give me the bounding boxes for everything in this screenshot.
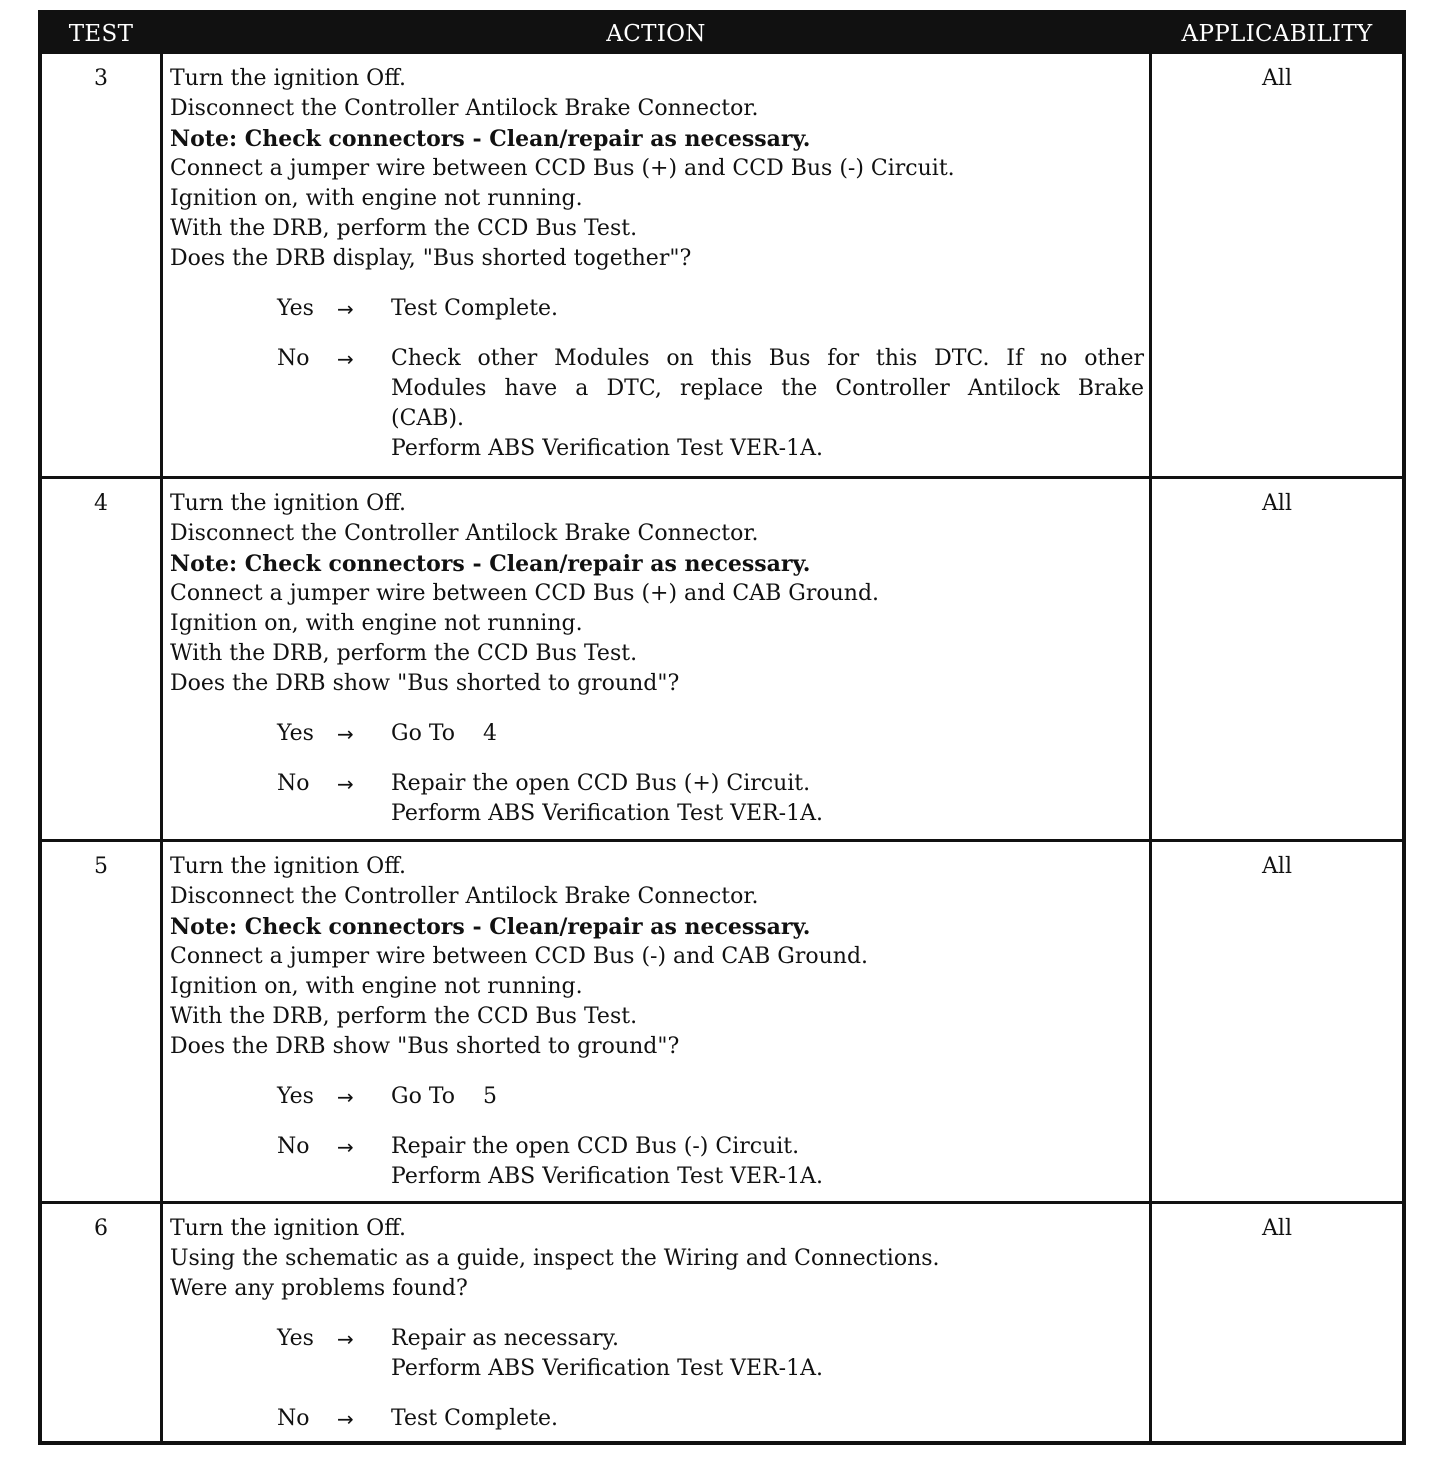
action-step: Disconnect the Controller Antilock Brake Connector. bbox=[170, 96, 759, 121]
table-row bbox=[42, 1204, 1402, 1441]
action-step: Ignition on, with engine not running. bbox=[170, 974, 583, 999]
action-step: Ignition on, with engine not running. bbox=[170, 186, 583, 211]
right-arrow-icon: → bbox=[337, 1085, 354, 1109]
action-step: Using the schematic as a guide, inspect the Wiring and Connections. bbox=[170, 1246, 940, 1271]
no-result: Repair the open CCD Bus (+) Circuit. bbox=[391, 771, 811, 796]
yes-result: Perform ABS Verification Test VER-1A. bbox=[391, 1356, 823, 1381]
action-step: Disconnect the Controller Antilock Brake Connector. bbox=[170, 884, 759, 909]
yes-result: Go To 5 bbox=[391, 1084, 497, 1109]
yes-label: Yes bbox=[277, 296, 314, 321]
action-step: Turn the ignition Off. bbox=[170, 491, 407, 516]
no-result: Test Complete. bbox=[391, 1406, 559, 1431]
yes-branch bbox=[170, 719, 1144, 749]
header-action: ACTION bbox=[606, 21, 706, 47]
table-row bbox=[42, 842, 1402, 1201]
applicability-value: All bbox=[1262, 854, 1292, 879]
right-arrow-icon: → bbox=[337, 347, 354, 371]
yes-label: Yes bbox=[277, 1084, 314, 1109]
no-result: Repair the open CCD Bus (-) Circuit. bbox=[391, 1134, 800, 1159]
action-cell bbox=[170, 852, 1144, 1192]
no-branch bbox=[170, 344, 1144, 464]
action-step: With the DRB, perform the CCD Bus Test. bbox=[170, 1004, 638, 1029]
table-row bbox=[42, 479, 1402, 839]
action-cell bbox=[170, 64, 1144, 464]
note-text: Note: Check connectors - Clean/repair as necessary. bbox=[170, 126, 811, 152]
note-text: Note: Check connectors - Clean/repair as necessary. bbox=[170, 551, 811, 577]
no-result: Modules have a DTC, replace the Controller Antilock Brake bbox=[391, 376, 1144, 401]
question-text: Does the DRB show "Bus shorted to ground"? bbox=[170, 671, 680, 696]
no-result: (CAB). bbox=[391, 406, 465, 431]
action-step: Disconnect the Controller Antilock Brake Connector. bbox=[170, 521, 759, 546]
action-cell bbox=[170, 489, 1144, 829]
action-cell bbox=[170, 1214, 1144, 1434]
action-step: Ignition on, with engine not running. bbox=[170, 611, 583, 636]
question-text: Does the DRB show "Bus shorted to ground"? bbox=[170, 1034, 680, 1059]
applicability-value: All bbox=[1262, 66, 1292, 91]
no-branch bbox=[170, 1132, 1144, 1192]
right-arrow-icon: → bbox=[337, 1135, 354, 1159]
diagnostic-test-table bbox=[38, 10, 1406, 1445]
action-step: With the DRB, perform the CCD Bus Test. bbox=[170, 216, 638, 241]
action-step: Connect a jumper wire between CCD Bus (-) and CAB Ground. bbox=[170, 944, 869, 969]
no-result: Perform ABS Verification Test VER-1A. bbox=[391, 1164, 823, 1189]
right-arrow-icon: → bbox=[337, 1327, 354, 1351]
right-arrow-icon: → bbox=[337, 297, 354, 321]
no-label: No bbox=[277, 346, 310, 371]
table-row bbox=[42, 54, 1402, 476]
yes-branch bbox=[170, 294, 1144, 324]
no-label: No bbox=[277, 771, 310, 796]
yes-label: Yes bbox=[277, 721, 314, 746]
question-text: Does the DRB display, "Bus shorted together"? bbox=[170, 246, 692, 271]
right-arrow-icon: → bbox=[337, 772, 354, 796]
no-label: No bbox=[277, 1134, 310, 1159]
applicability-value: All bbox=[1262, 491, 1292, 516]
no-branch bbox=[170, 769, 1144, 829]
table-header bbox=[42, 14, 1402, 54]
no-result: Perform ABS Verification Test VER-1A. bbox=[391, 801, 823, 826]
yes-label: Yes bbox=[277, 1326, 314, 1351]
no-result: Check other Modules on this Bus for this DTC. If no other bbox=[391, 346, 1144, 371]
question-text: Were any problems found? bbox=[170, 1276, 468, 1301]
header-test: TEST bbox=[68, 21, 134, 47]
right-arrow-icon: → bbox=[337, 722, 354, 746]
action-step: Turn the ignition Off. bbox=[170, 854, 407, 879]
right-arrow-icon: → bbox=[337, 1407, 354, 1431]
note-text: Note: Check connectors - Clean/repair as necessary. bbox=[170, 914, 811, 940]
no-branch bbox=[170, 1404, 1144, 1434]
yes-result: Go To 4 bbox=[391, 721, 497, 746]
yes-result: Repair as necessary. bbox=[391, 1326, 619, 1351]
no-result: Perform ABS Verification Test VER-1A. bbox=[391, 436, 823, 461]
header-applicability: APPLICABILITY bbox=[1181, 21, 1373, 47]
test-number: 4 bbox=[94, 491, 108, 516]
action-step: Turn the ignition Off. bbox=[170, 1216, 407, 1241]
action-step: Connect a jumper wire between CCD Bus (+) and CAB Ground. bbox=[170, 581, 880, 606]
no-label: No bbox=[277, 1406, 310, 1431]
applicability-value: All bbox=[1262, 1216, 1292, 1241]
test-number: 6 bbox=[94, 1216, 108, 1241]
action-step: Connect a jumper wire between CCD Bus (+) and CCD Bus (-) Circuit. bbox=[170, 156, 955, 181]
action-step: With the DRB, perform the CCD Bus Test. bbox=[170, 641, 638, 666]
test-number: 5 bbox=[94, 854, 108, 879]
yes-branch bbox=[170, 1082, 1144, 1112]
yes-result: Test Complete. bbox=[391, 296, 559, 321]
yes-branch bbox=[170, 1324, 1144, 1384]
test-number: 3 bbox=[94, 66, 108, 91]
action-step: Turn the ignition Off. bbox=[170, 66, 407, 91]
